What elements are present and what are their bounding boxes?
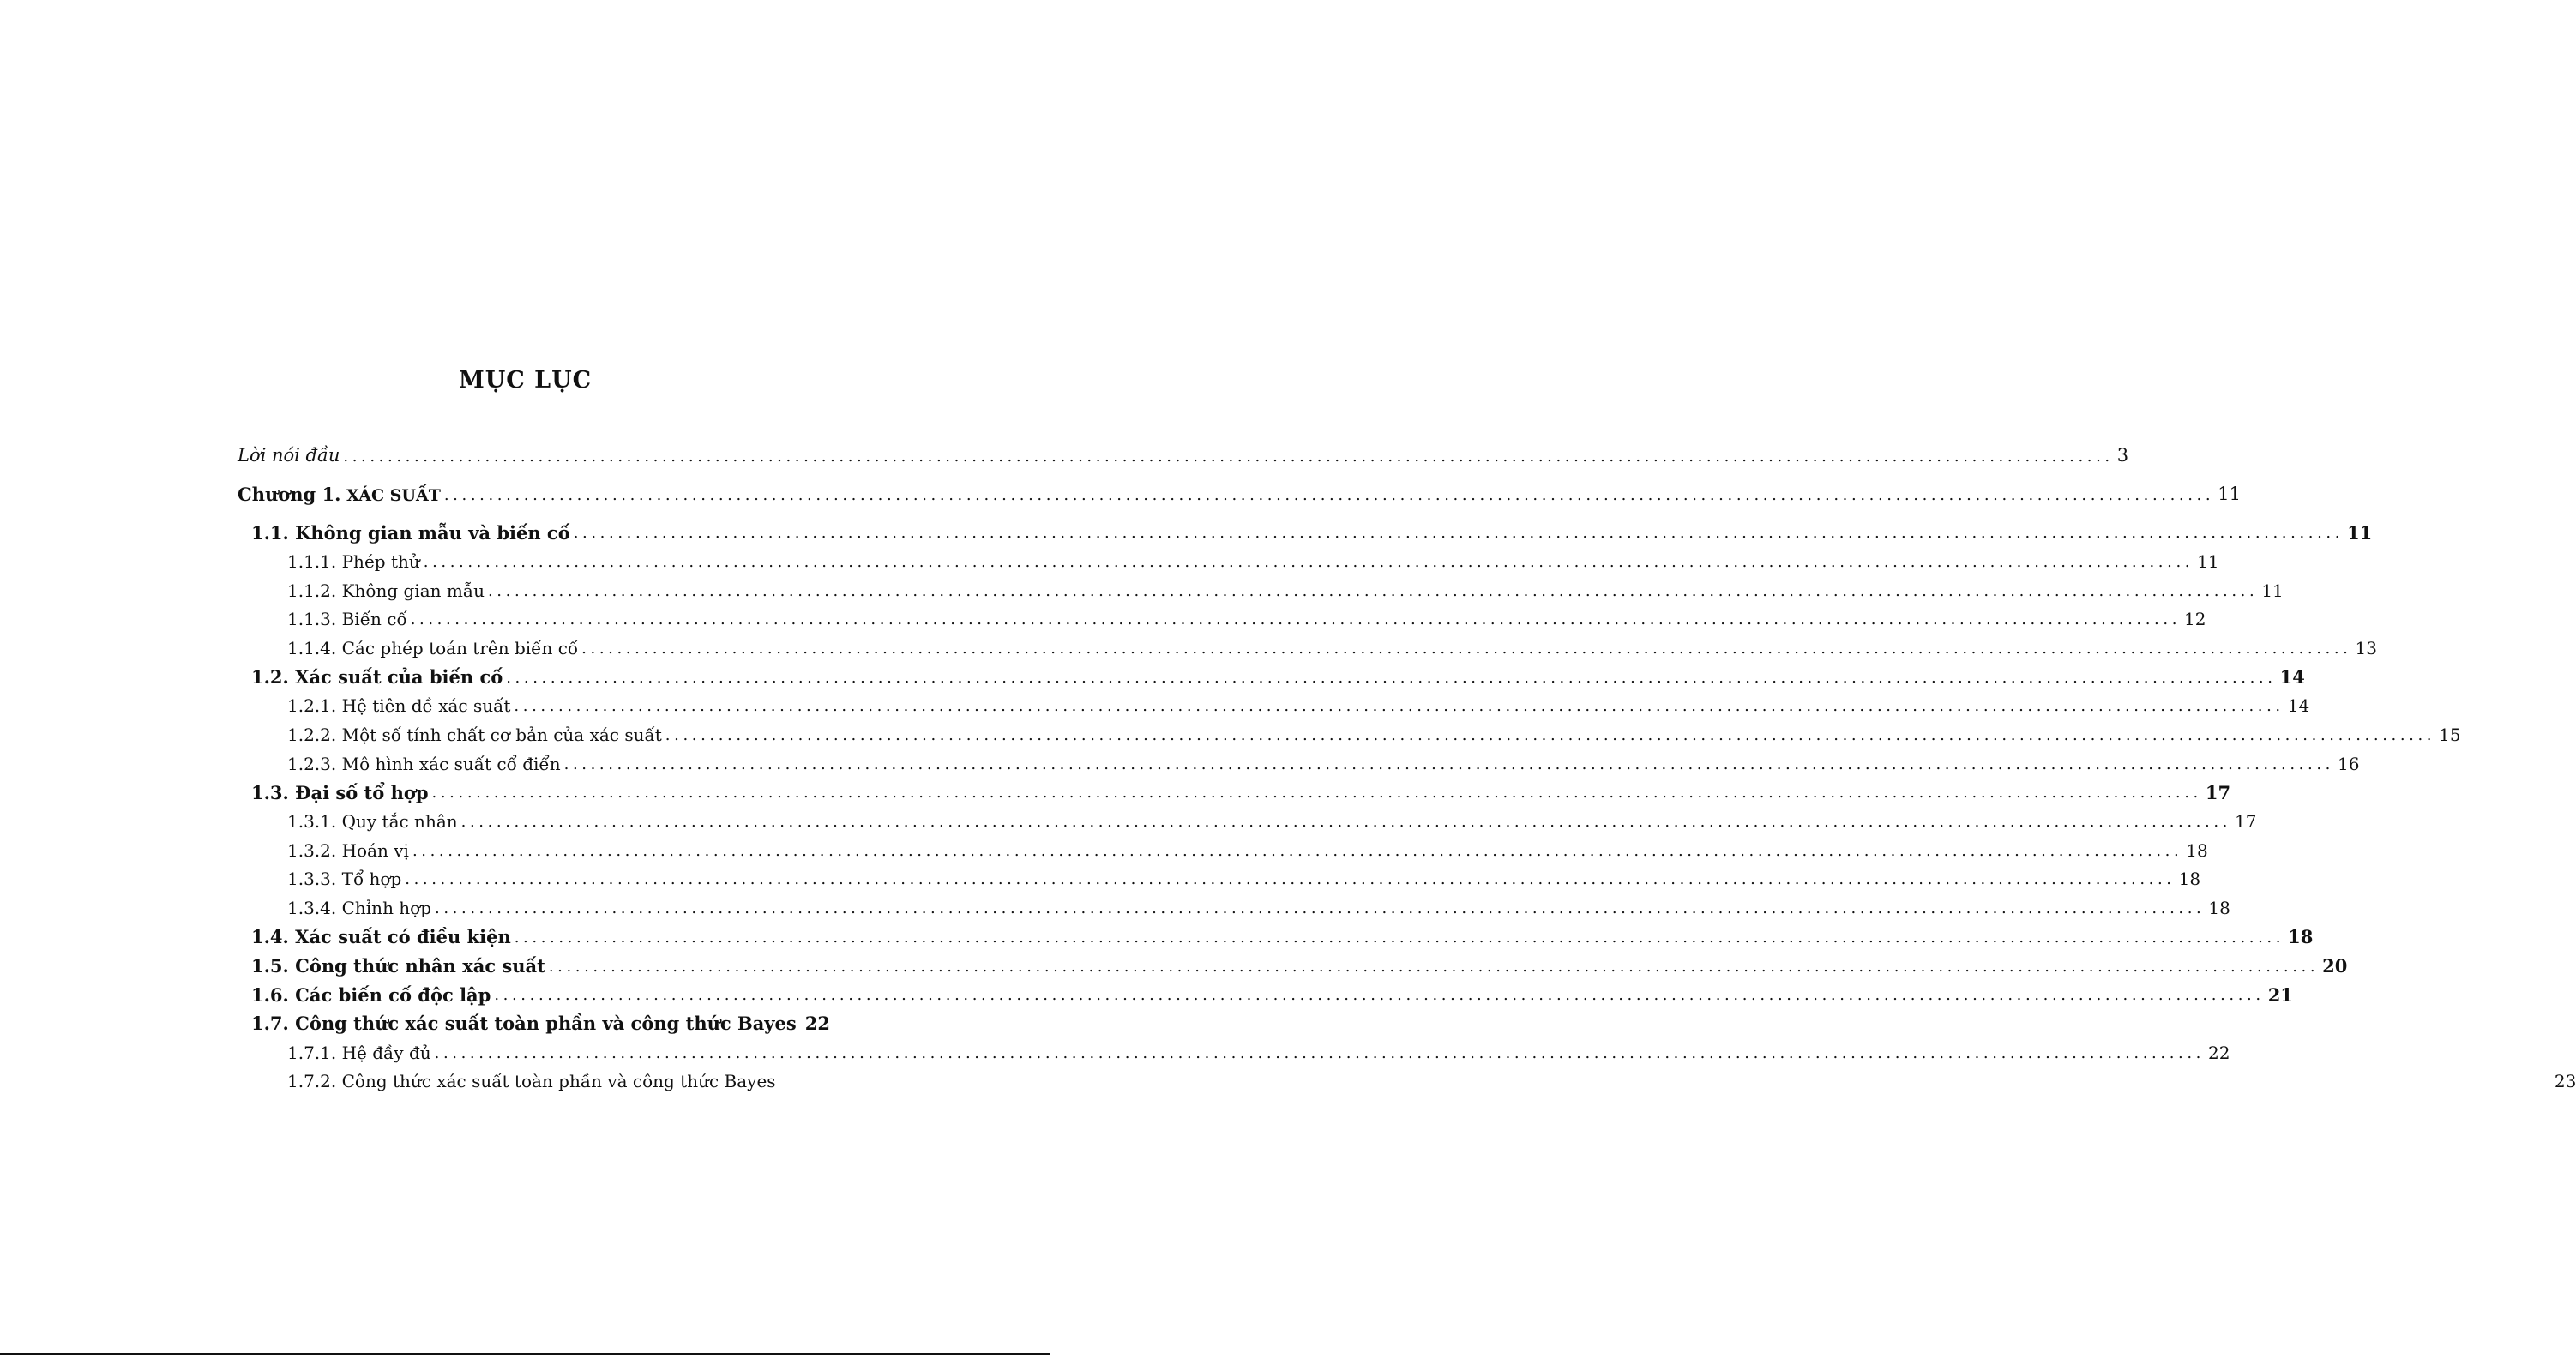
toc-subsection-row[interactable] — [238, 836, 2208, 865]
toc-chapter-prefix: Chương 1. — [238, 483, 341, 505]
toc-preface-page: 3 — [2116, 445, 2129, 466]
toc-entry-page: 22 — [804, 1013, 830, 1035]
toc-entry-label: 1.1. Không gian mẫu và biến cố — [251, 521, 570, 544]
toc-leader-dots: ........................................................................................................................................................................................................ — [487, 581, 2259, 600]
toc-entry-page: 11 — [2261, 580, 2284, 601]
toc-entry-page: 17 — [2205, 781, 2231, 803]
toc-entry-label: 1.1.3. Biến cố — [287, 609, 407, 630]
toc-entry-label: 1.2.2. Một số tính chất cơ bản của xác suất — [287, 725, 662, 746]
toc-section-row[interactable] — [238, 663, 2305, 692]
toc-entry-page: 18 — [2178, 869, 2201, 890]
toc-subsection-row[interactable] — [238, 1067, 2576, 1096]
toc-preface-label: Lời nói đầu — [238, 445, 340, 466]
toc-entry-page: 13 — [2355, 637, 2377, 658]
toc-leader-dots: ........................................................................................................................................................................................................ — [431, 784, 2202, 803]
toc-entry-label: 1.4. Xác suất có điều kiện — [251, 926, 511, 948]
toc-entry-page: 18 — [2208, 898, 2230, 919]
toc-subsection-row[interactable] — [238, 893, 2230, 923]
page-title: MỤC LỤC — [458, 367, 593, 394]
toc-section-row[interactable] — [238, 518, 2373, 547]
toc-leader-dots: ........................................................................................................................................................................................................ — [514, 928, 2285, 947]
toc-entry-label: 1.7. Công thức xác suất toàn phần và công thức Bayes — [251, 1013, 797, 1035]
toc-entry-page: 22 — [2207, 1042, 2230, 1063]
toc-entry-label: 1.1.2. Không gian mẫu — [287, 580, 485, 601]
toc-entry-page: 20 — [2322, 955, 2348, 977]
toc-leader-dots: ........................................................................................................................................................................................................ — [548, 957, 2320, 976]
toc-section-row[interactable] — [238, 923, 2314, 952]
toc-subsection-row[interactable] — [238, 807, 2257, 836]
toc-leader-dots: ........................................................................................................................................................................................................ — [494, 986, 2265, 1005]
toc-entry-page: 14 — [2287, 695, 2310, 717]
toc-subsection-row[interactable] — [238, 692, 2310, 721]
toc-subsection-row[interactable] — [238, 720, 2461, 749]
toc-leader-dots: ........................................................................................................................................................................................................ — [410, 610, 2182, 629]
toc-entries — [238, 518, 2576, 1096]
toc-entry-page: 21 — [2267, 983, 2293, 1006]
toc-entry-label: 1.3.2. Hoán vị — [287, 839, 409, 861]
toc-leader-dots: ........................................................................................................................................................................................................ — [434, 1043, 2205, 1062]
toc-leader-dots: ........................................................................................................................................................................................................ — [460, 813, 2231, 832]
toc-entry-label: 1.3.4. Chỉnh hợp — [287, 898, 432, 919]
toc-entry-page: 14 — [2279, 666, 2305, 689]
toc-leader-dots: ........................................................................................................................................................................................................ — [443, 485, 2215, 504]
toc-entry-label: 1.1.4. Các phép toán trên biến cố — [287, 637, 579, 658]
toc-leader-dots: ........................................................................................................................................................................................................ — [506, 668, 2277, 687]
toc-entry-label: 1.3.1. Quy tắc nhân — [287, 811, 458, 833]
toc-section-row[interactable] — [238, 980, 2293, 1009]
page-bottom-rule — [0, 1353, 1050, 1355]
table-of-contents — [238, 442, 2576, 1096]
toc-leader-dots: ........................................................................................................................................................................................................ — [412, 841, 2183, 860]
toc-entry-label: 1.2. Xác suất của biến cố — [251, 666, 503, 689]
toc-entry-label: 1.2.3. Mô hình xác suất cổ điển — [287, 753, 561, 774]
toc-entry-page: 12 — [2184, 609, 2206, 630]
toc-entry-label: 1.3. Đại số tổ hợp — [251, 781, 429, 803]
toc-leader-dots: ........................................................................................................................................................................................................ — [435, 899, 2206, 918]
toc-chapter-page: 11 — [2218, 484, 2241, 505]
toc-section-row[interactable] — [238, 952, 2348, 981]
toc-entry-label: 1.7.1. Hệ đầy đủ — [287, 1042, 431, 1063]
toc-entry-page: 18 — [2186, 839, 2208, 861]
toc-subsection-row[interactable] — [238, 634, 2377, 663]
toc-subsection-row[interactable] — [238, 865, 2201, 894]
toc-entry-label: 1.6. Các biến cố độc lập — [251, 983, 491, 1006]
toc-chapter-row[interactable] — [238, 480, 2241, 509]
toc-entry-page: 11 — [2197, 550, 2219, 572]
toc-section-row[interactable] — [238, 779, 2231, 808]
toc-subsection-row[interactable] — [238, 749, 2360, 779]
toc-leader-dots: ........................................................................................................................................................................................................ — [405, 870, 2176, 889]
toc-entry-page: 16 — [2337, 753, 2360, 774]
toc-entry-page: 23 — [2554, 1071, 2576, 1092]
toc-leader-dots: ........................................................................................................................................................................................................ — [581, 639, 2352, 658]
toc-chapter-name: XÁC SUẤT — [346, 485, 441, 505]
toc-subsection-row[interactable] — [238, 576, 2284, 605]
toc-leader-dots: ........................................................................................................................................................................................................ — [665, 726, 2436, 745]
toc-entry-page: 11 — [2347, 521, 2373, 544]
toc-leader-dots: ........................................................................................................................................................................................................ — [514, 697, 2284, 716]
toc-subsection-row[interactable] — [238, 604, 2206, 634]
toc-leader-dots: ........................................................................................................................................................................................................ — [573, 524, 2344, 543]
toc-entry-page: 17 — [2234, 811, 2257, 833]
toc-leader-dots: ........................................................................................................................................................................................................ — [423, 552, 2194, 571]
toc-entry-label: 1.1.1. Phép thử — [287, 550, 420, 572]
toc-section-row[interactable] — [238, 1009, 830, 1038]
toc-entry-label: 1.2.1. Hệ tiên đề xác suất — [287, 695, 511, 717]
toc-entry-label: 1.7.2. Công thức xác suất toàn phần và công thức Bayes — [287, 1071, 776, 1092]
toc-chapter-label — [238, 485, 444, 504]
toc-leader-dots: ........................................................................................................................................................................................................ — [343, 447, 2114, 466]
toc-subsection-row[interactable] — [238, 547, 2219, 576]
toc-entry-page: 15 — [2439, 725, 2461, 746]
toc-preface-row[interactable] — [238, 442, 2129, 471]
toc-subsection-row[interactable] — [238, 1038, 2230, 1067]
toc-entry-label: 1.5. Công thức nhân xác suất — [251, 955, 545, 977]
toc-entry-page: 18 — [2288, 926, 2314, 948]
toc-entry-label: 1.3.3. Tổ hợp — [287, 869, 402, 890]
toc-leader-dots: ........................................................................................................................................................................................................ — [563, 755, 2334, 773]
